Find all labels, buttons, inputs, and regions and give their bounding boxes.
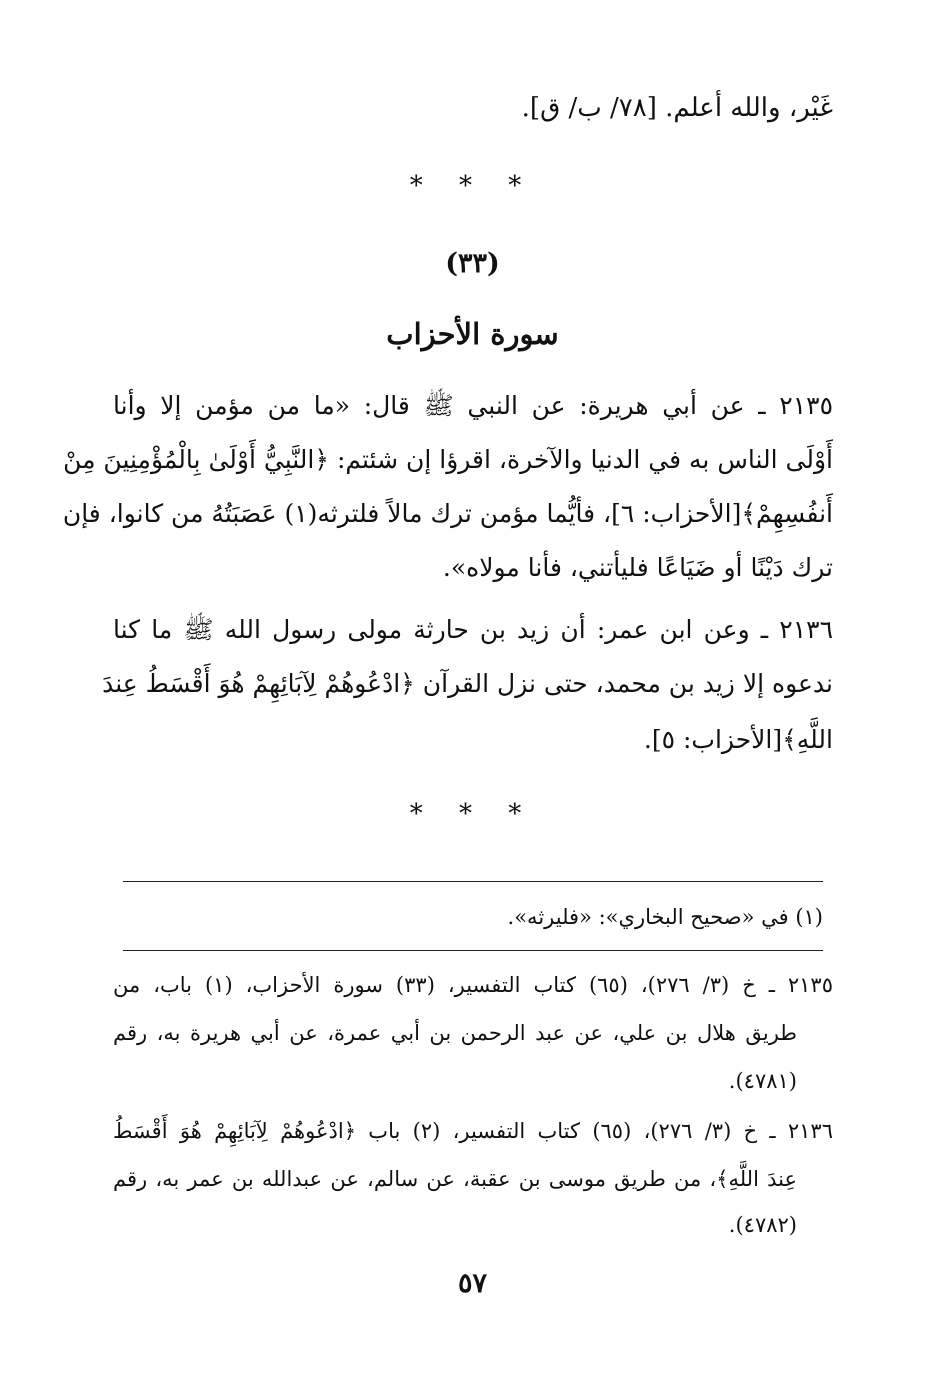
continuation-line: غَيْر، والله أعلم. [٧٨/ ب/ ق]. [521,93,833,123]
hadith-line: ٢١٣٥ ـ عن أبي هريرة: عن النبي ﷺ قال: «ما من مؤمن إلا وأنا [113,391,833,420]
reference-line: ٢١٣٥ ـ خ (٣/ ٢٧٦)، (٦٥) كتاب التفسير، (٣٣) سورة الأحزاب، (١) باب، من [113,973,833,997]
surah-title: سورة الأحزاب [386,317,559,351]
footnote-rule [123,881,823,882]
references-rule [123,950,823,951]
reference-line: طريق هلال بن علي، عن عبد الرحمن بن أبي عمرة، عن أبي هريرة به، رقم [113,1021,797,1045]
page-number: ٥٧ [457,1268,487,1299]
reference-line: ٢١٣٦ ـ خ (٣/ ٢٧٦)، (٦٥) كتاب التفسير، (٢) باب ﴿ادْعُوهُمْ لِآبَائِهِمْ هُوَ أَقْسَطُ [113,1119,833,1143]
reference-line: (٤٧٨٢). [728,1213,797,1237]
reference-line: عِندَ اللَّهِ﴾، من طريق موسى بن عقبة، عن سالم، عن عبدالله بن عمر به، رقم [113,1167,797,1191]
reference-line: (٤٧٨١). [728,1069,797,1093]
hadith-line: ترك دَيْنًا أو ضَيَاعًا فليأتني، فأنا مولاه». [442,553,833,582]
footnote-1: (١) في «صحيح البخاري»: «فليرثه». [507,905,823,929]
hadith-line: اللَّهِ﴾[الأحزاب: ٥]. [643,725,833,754]
separator-bottom: * * * [409,799,536,829]
separator-top: * * * [409,171,536,201]
hadith-line: ٢١٣٦ ـ وعن ابن عمر: أن زيد بن حارثة مولى رسول الله ﷺ ما كنا [113,615,833,644]
surah-number: (٣٣) [445,248,500,279]
hadith-line: ندعوه إلا زيد بن محمد، حتى نزل القرآن ﴿ادْعُوهُمْ لِآبَائِهِمْ هُوَ أَقْسَطُ عِندَ [102,669,833,698]
hadith-line: أَنفُسِهِمْ﴾[الأحزاب: ٦]، فأيُّما مؤمن ترك مالاً فلترثه(١) عَصَبَتُهُ من كانوا، فإن [62,499,833,528]
hadith-line: أَوْلَى الناس به في الدنيا والآخرة، اقرؤا إن شئتم: ﴿النَّبِيُّ أَوْلَىٰ بِالْمُؤْمِنِينَ مِنْ [63,445,833,474]
